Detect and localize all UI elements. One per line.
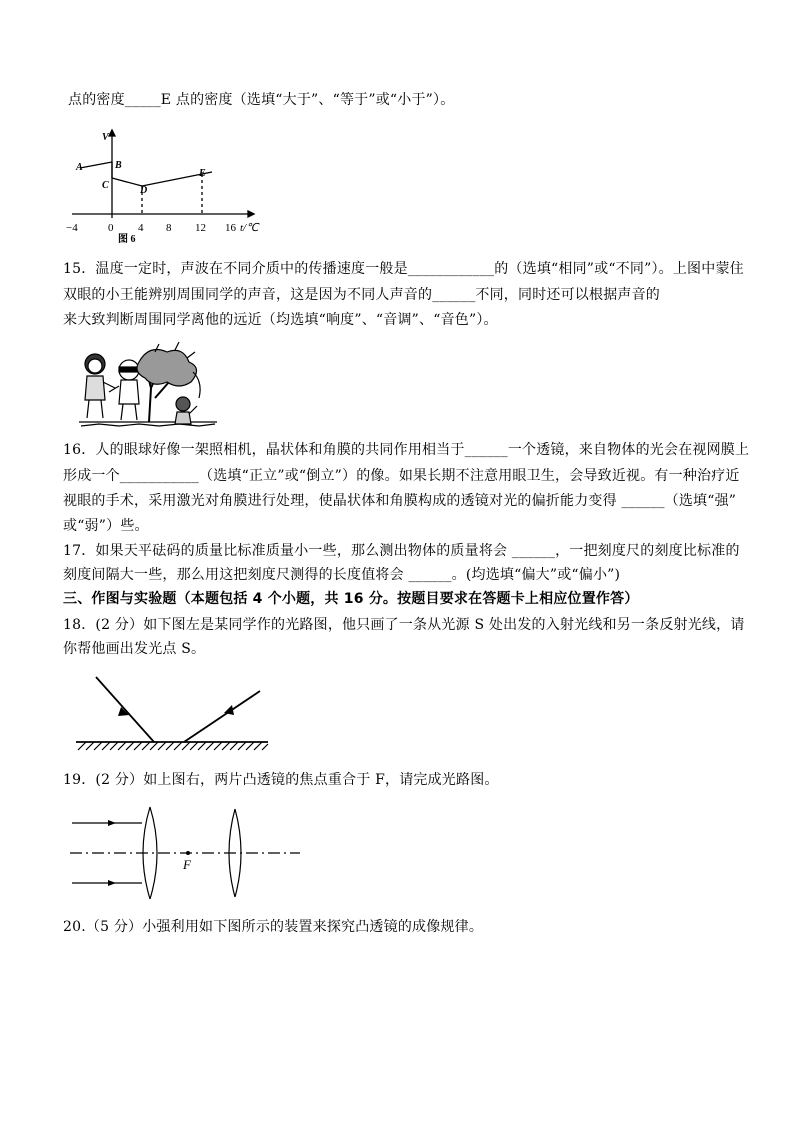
reflection-diagram	[74, 675, 274, 755]
section-3-heading: 三、作图与实验题（本题包括 4 个小题，共 16 分。按题目要求在答题卡上相应位置作答）	[63, 591, 639, 607]
q15-line-2: 双眼的小王能辨别周围同学的声音，这是因为不同人声音的______不同，同时还可以根据声音的	[63, 287, 660, 303]
q18-line-1: 18．(2 分）如下图左是某同学作的光路图，他只画了一条从光源 S 处出发的入射光线和另一条反射光线，请	[63, 617, 745, 633]
axis-t-label: t/℃	[240, 222, 259, 234]
q19-line: 19．(2 分）如上图右，两片凸透镜的焦点重合于 F，请完成光路图。	[63, 772, 499, 788]
tick-label: 8	[166, 222, 172, 234]
tick-label: 0	[108, 222, 114, 234]
tick-label: 4	[138, 222, 144, 234]
point-e-label: E	[199, 168, 206, 179]
q16-line-1: 16．人的眼球好像一架照相机，晶状体和角膜的共同作用相当于______一个透镜，来自物体的光会在视网膜上	[63, 442, 750, 458]
figure-caption: 图 6	[118, 234, 136, 245]
point-d-label: D	[140, 185, 148, 196]
point-b-label: B	[115, 160, 122, 171]
axis-v-label: V	[102, 132, 109, 143]
focus-f-label: F	[183, 857, 191, 872]
q16-line-4: 或“弱”）些。	[63, 518, 149, 534]
q14-tail-line: 点的密度_____E 点的密度（选填“大于”、“等于”或“小于”）。	[68, 92, 455, 108]
q17-line-2: 刻度间隔大一些，那么用这把刻度尺测得的长度值将会 ______。(均选填“偏大”或“偏小”)	[63, 567, 621, 583]
figure-6-graph	[62, 128, 272, 248]
point-c-label: C	[102, 180, 109, 191]
q17-line-1: 17．如果天平砝码的质量比标准质量小一些，那么测出物体的质量将会 ______，一把刻度尺的刻度比标准的	[63, 543, 740, 559]
blindfold-cartoon-image	[79, 342, 217, 428]
q16-line-2: 形成一个___________（选填“正立”或“倒立”）的像。如果长期不注意用眼卫生，会导致近视。有一种治疗近	[63, 468, 740, 484]
q15-line-1: 15．温度一定时，声波在不同介质中的传播速度一般是____________的（选填“相同”或“不同”）。上图中蒙住	[63, 261, 744, 277]
point-a-label: A	[76, 162, 83, 173]
convex-lens-diagram	[70, 805, 310, 905]
q16-line-3: 视眼的手术，采用激光对角膜进行处理，使晶状体和角膜构成的透镜对光的偏折能力变得 ______（选填“强”	[63, 493, 737, 509]
q20-line: 20.（5 分）小强利用如下图所示的装置来探究凸透镜的成像规律。	[63, 919, 484, 935]
q15-line-3: 来大致判断周围同学离他的远近（均选填“响度”、“音调”、“音色”）。	[63, 312, 498, 328]
tick-label: 12	[195, 222, 206, 234]
q18-line-2: 你帮他画出发光点 S。	[63, 641, 206, 657]
tick-label: −4	[66, 222, 78, 234]
tick-label: 16	[225, 222, 236, 234]
